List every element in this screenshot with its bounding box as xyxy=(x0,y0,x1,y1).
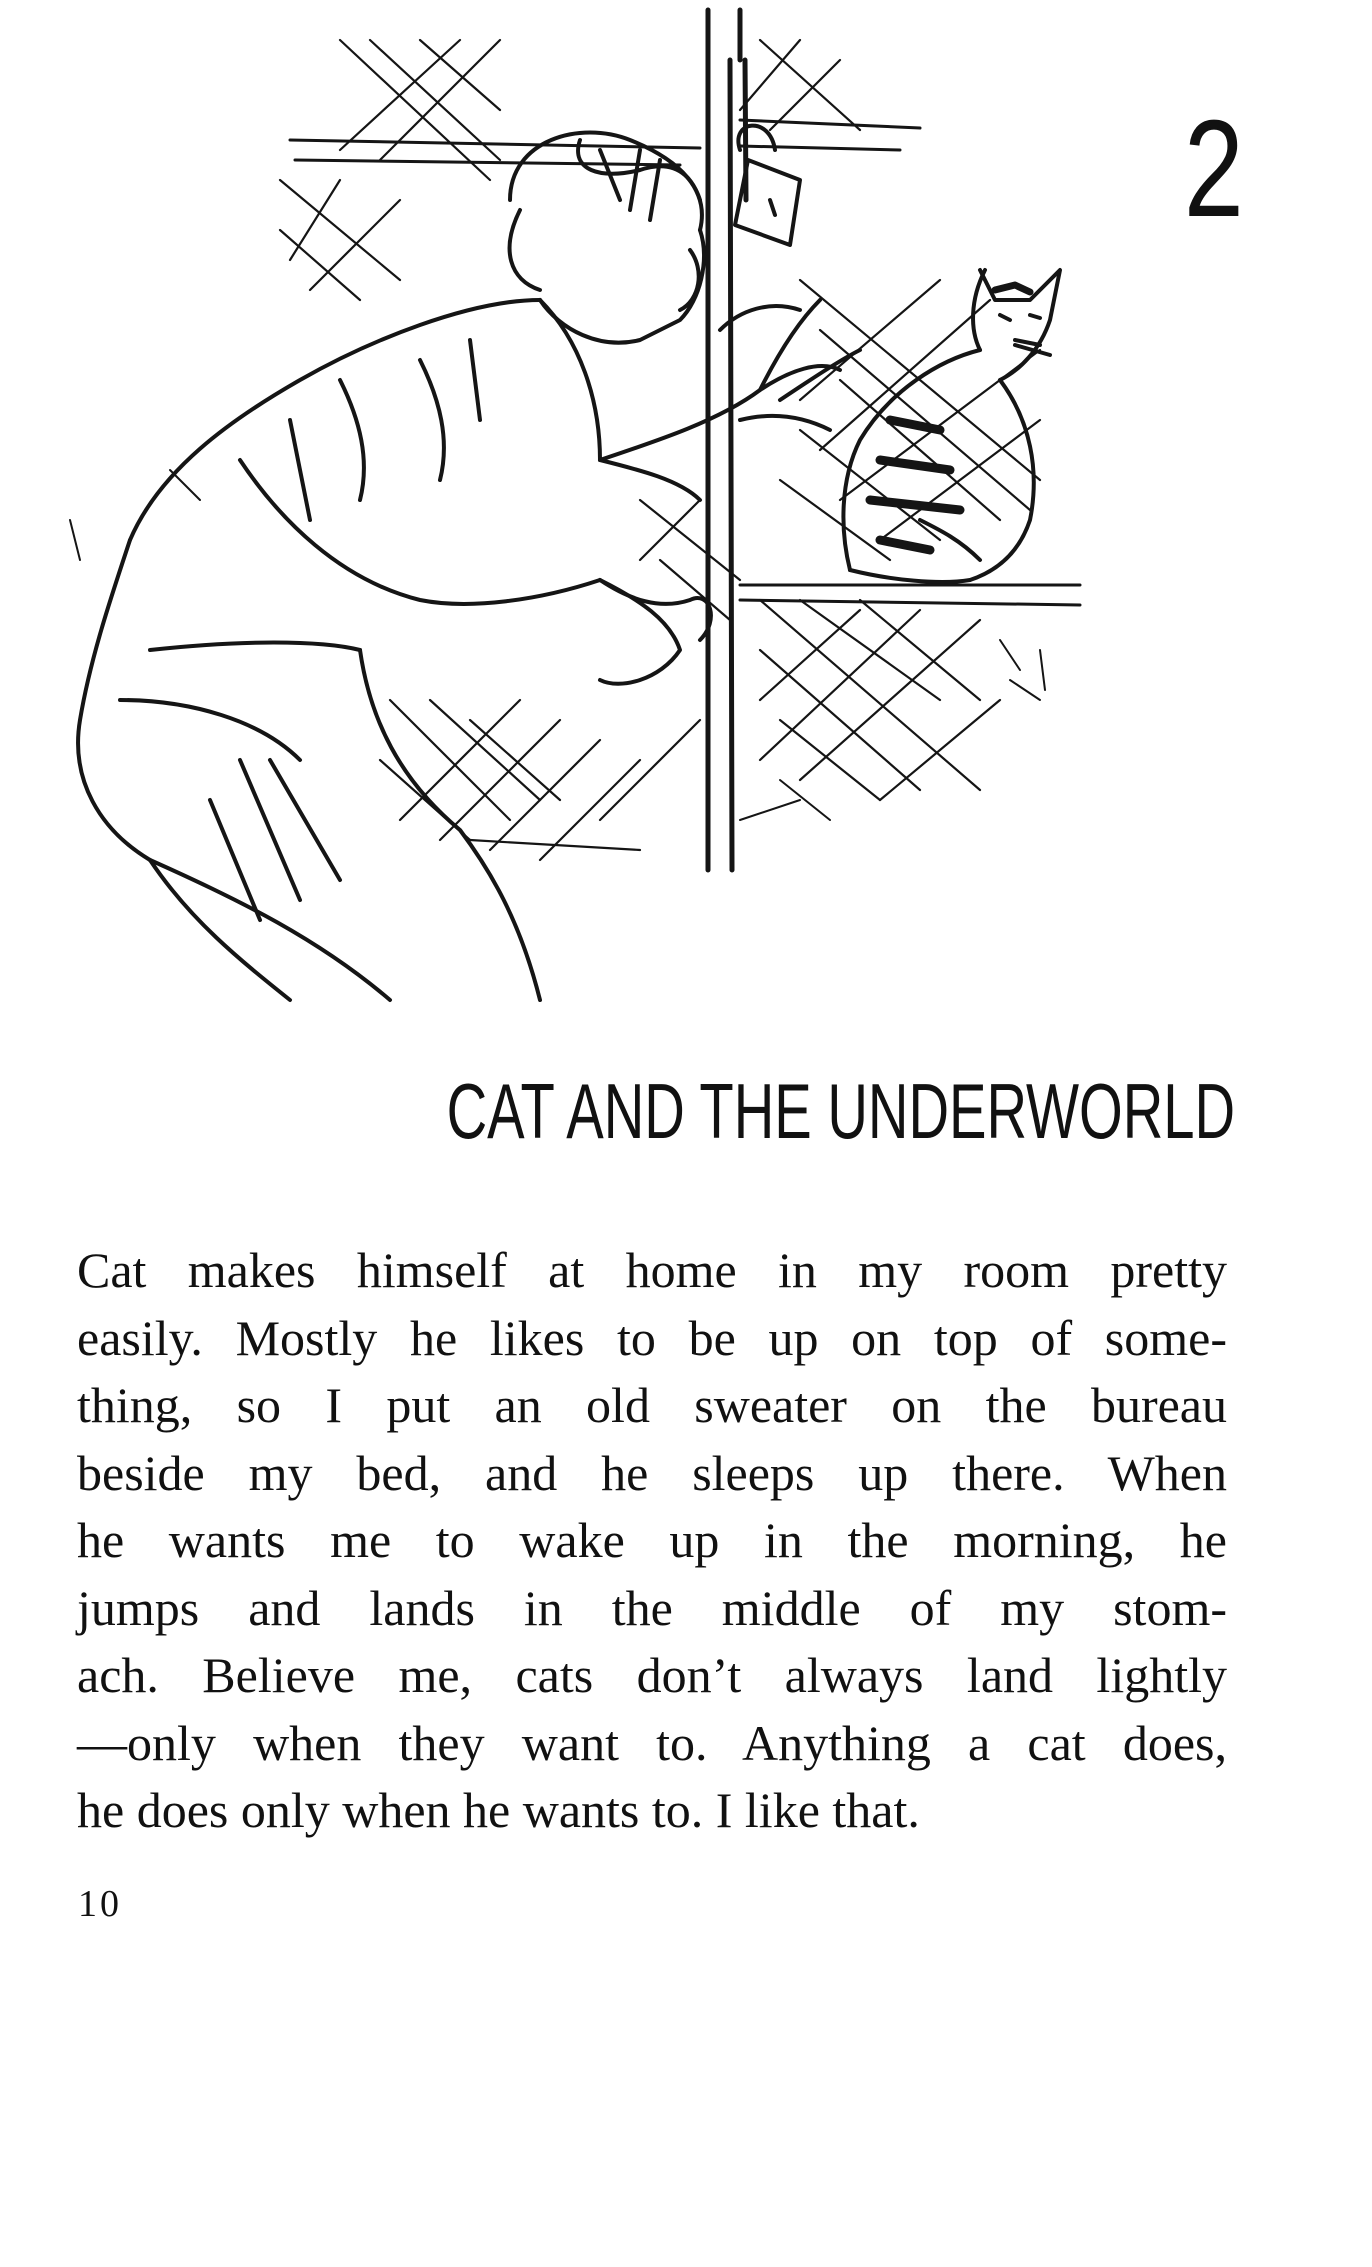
body-line: thing, so I put an old sweater on the bureau xyxy=(77,1377,1227,1433)
body-line: ach. Believe me, cats don’t always land lightly xyxy=(77,1647,1227,1703)
body-line: easily. Mostly he likes to be up on top of some- xyxy=(77,1309,1227,1366)
boy-watching-cat-through-fence-illustration xyxy=(40,0,1100,1030)
body-line: he wants me to wake up in the morning, he xyxy=(77,1512,1227,1568)
body-line: —only when they want to. Anything a cat does, xyxy=(77,1714,1227,1771)
page-number: 10 xyxy=(78,1883,122,1925)
chapter-number: 2 xyxy=(1184,92,1244,246)
body-line: he does only when he wants to. I like that. xyxy=(77,1782,920,1838)
fence-rails xyxy=(290,120,1080,605)
body-line: Cat makes himself at home in my room pretty xyxy=(77,1242,1227,1298)
chapter-title: CAT AND THE UNDERWORLD xyxy=(446,1067,1235,1155)
body-paragraph xyxy=(77,1237,1227,1845)
cat-figure xyxy=(843,270,1060,582)
body-line: jumps and lands in the middle of my stom- xyxy=(77,1579,1227,1636)
boy-figure xyxy=(78,133,860,1001)
body-line: beside my bed, and he sleeps up there. When xyxy=(77,1444,1227,1501)
